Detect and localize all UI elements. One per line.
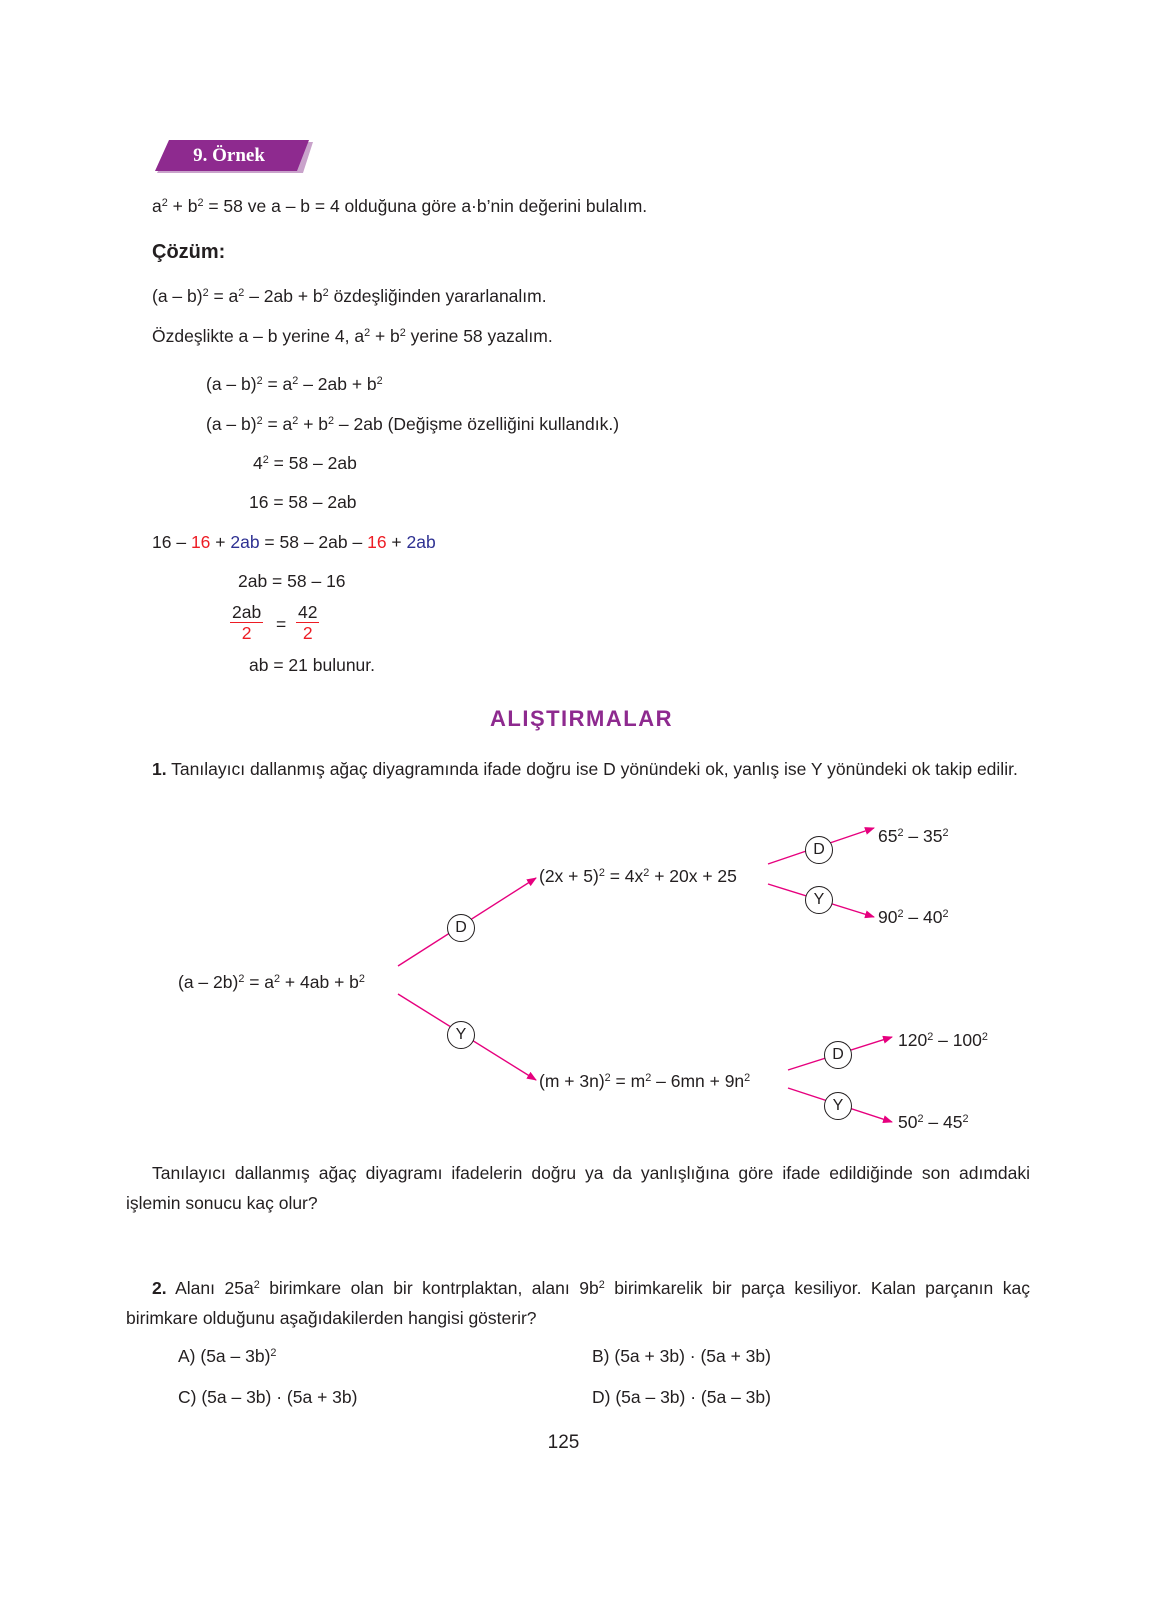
solution-heading: Çözüm: [152, 241, 226, 263]
exercises-title: ALIŞTIRMALAR [490, 706, 673, 731]
problem-text: $a^2 + b^2 = 58$ ve a – b = 4 olduğuna göre a·b’nin değerini bulalım. [152, 196, 648, 216]
tree-top-statement: $(2x + 5)^2 = 4x^2 + 20x + 25$ [539, 866, 737, 886]
tree-leaf-3: $120^2 - 100^2$ [898, 1030, 988, 1050]
solution-line-1: $(a - b)^2 = a^2 - 2ab + b^2$ özdeşliğinden yararlanalım. [152, 286, 547, 306]
page-number: 125 [547, 1432, 580, 1453]
tree-bottom-statement: $(m + 3n)^2 = m^2 - 6mn + 9n^2$ [539, 1071, 751, 1091]
step-2: $(a - b)^2 = a^2 + b^2 - 2ab$ (Değişme özelliğini kullandık.) [206, 414, 620, 434]
node-y-bottom: Y [824, 1092, 852, 1120]
fraction-right: $\frac{42}{2}$ [298, 602, 318, 643]
q2-text: 2. Alanı $25a^2$ birimkare olan bir kontrplaktan, alanı $9b^2$ birimkarelik bir parça kesiliyor. Kalan parçanın kaç birimkare olduğunu aşağıdakilerden hangisi gösterir? [126, 1278, 1030, 1328]
node-y-root: Y [447, 1021, 475, 1049]
step-4: 16 = 58 – 2ab [249, 492, 357, 512]
step-5: 16 – 16 + 2ab = 58 – 2ab – 16 + 2ab [152, 532, 436, 552]
node-y-top: Y [805, 886, 833, 914]
tree-leaf-1: $65^2 - 35^2$ [878, 826, 949, 846]
q2-option-a[interactable]: A) (5a – 3b)$^2$ [178, 1346, 277, 1366]
step-1: $(a - b)^2 = a^2 - 2ab + b^2$ [206, 374, 383, 394]
node-d-root: D [447, 914, 475, 942]
step-6: 2ab = 58 – 16 [238, 571, 346, 591]
q2-option-c[interactable]: C) (5a – 3b) · (5a + 3b) [178, 1387, 358, 1407]
solution-line-2: Özdeşlikte a – b yerine 4, $a^2 + b^2$ yerine 58 yazalım. [152, 326, 553, 346]
q2-option-d[interactable]: D) (5a – 3b) · (5a – 3b) [592, 1387, 771, 1407]
node-d-bottom: D [824, 1041, 852, 1069]
q2-option-b[interactable]: B) (5a + 3b) · (5a + 3b) [592, 1346, 771, 1366]
node-d-top: D [805, 836, 833, 864]
tree-root: $(a - 2b)^2 = a^2 + 4ab + b^2$ [178, 972, 365, 992]
tree-leaf-4: $50^2 - 45^2$ [898, 1112, 969, 1132]
badge-label: 9. Örnek [193, 145, 265, 166]
step-3: $4^2 = 58 - 2ab$ [253, 453, 357, 473]
tree-leaf-2: $90^2 - 40^2$ [878, 907, 949, 927]
q1-text: 1. Tanılayıcı dallanmış ağaç diyagramında ifade doğru ise D yönündeki ok, yanlış ise Y yönündeki ok takip edilir. [152, 759, 1018, 779]
q1-question: Tanılayıcı dallanmış ağaç diyagramı ifadelerin doğru ya da yanlışlığına göre ifade edildiğinde son adımdaki işlemin sonucu kaç olur? [126, 1163, 1030, 1213]
fraction-left: $\frac{2ab}{2}$ [232, 602, 262, 643]
result: ab = 21 bulunur. [249, 655, 376, 675]
fraction-equals: = [276, 614, 287, 634]
